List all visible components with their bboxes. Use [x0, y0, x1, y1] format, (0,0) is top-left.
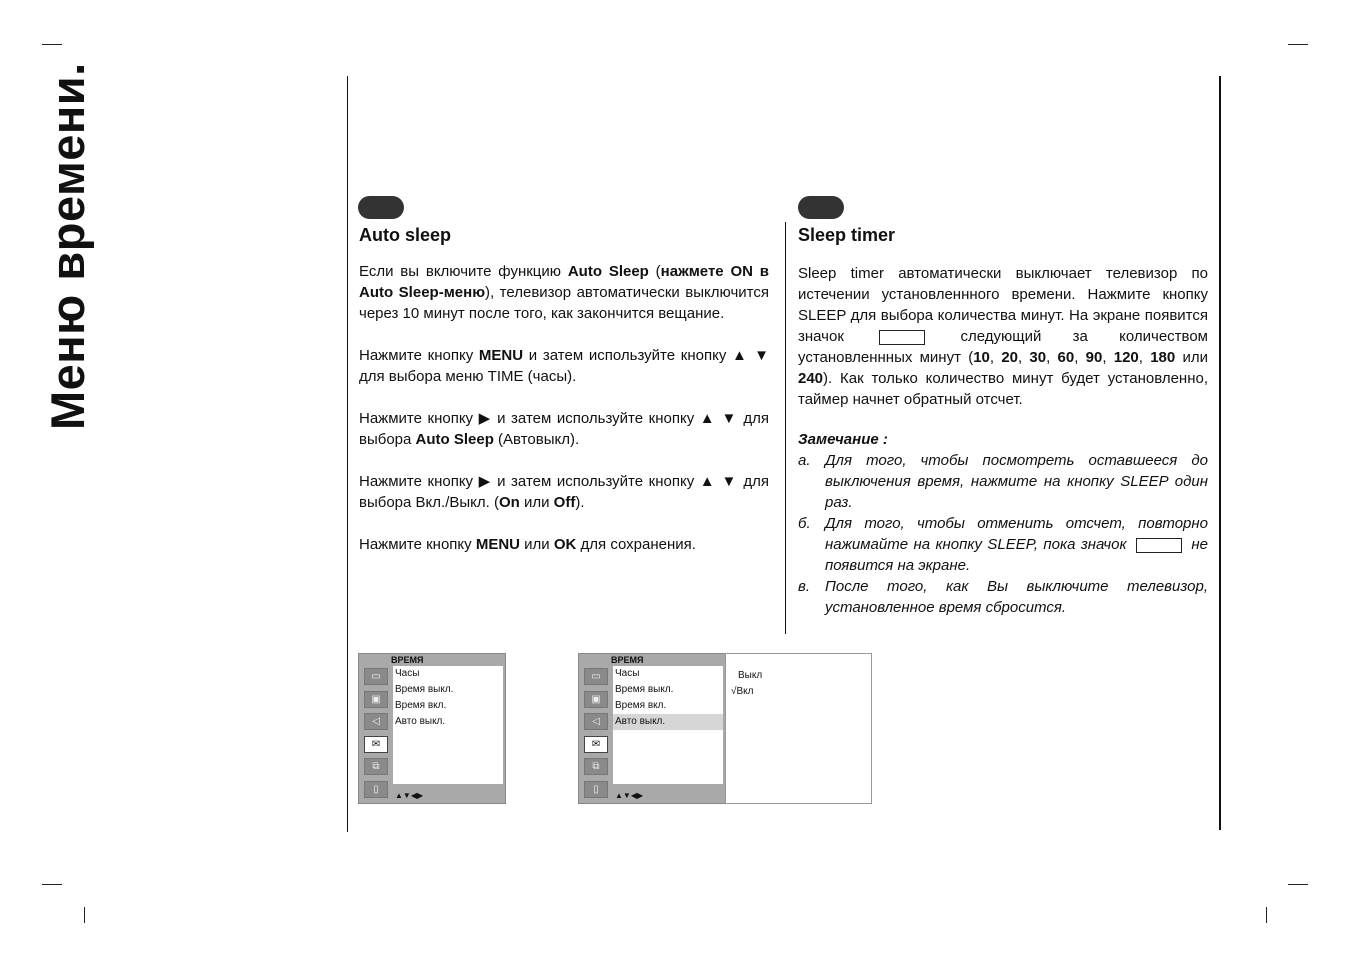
text: OK: [553, 536, 577, 553]
menu-list: [393, 666, 503, 784]
text: ,: [1046, 349, 1058, 366]
note-label: в.: [798, 578, 810, 595]
text: Sleep timer автоматически выключает телевизор по истечении установленнного времени. Нажмите кнопку SLEEP для выбора количества минут. На экране появится значок: [798, 265, 1208, 345]
auto-sleep-paragraph-2: [359, 345, 769, 387]
nav-arrows-icon: ▲▼◀▶: [615, 791, 644, 800]
minutes-value: 240: [798, 370, 824, 387]
note-item: [798, 576, 1208, 618]
special-icon: ⧉: [584, 758, 608, 775]
text: Для того, чтобы отменить отсчет, повторно нажимайте на кнопку SLEEP, пока значок: [825, 515, 1208, 553]
text: Нажмите кнопку ▶ и затем используйте кнопку ▲ ▼ для выбора: [359, 410, 769, 448]
minutes-value: 180: [1150, 349, 1176, 366]
crop-mark: [1266, 907, 1267, 923]
note-text: После того, как Вы выключите телевизор, установленное время сбросится.: [825, 578, 1208, 616]
screen-icon: ▯: [364, 781, 388, 798]
section-pill: [798, 196, 844, 219]
minutes-value: 60: [1057, 349, 1075, 366]
text: On: [498, 494, 520, 511]
sleep-indicator-icon: [879, 330, 925, 345]
note-heading: Замечание :: [798, 431, 888, 448]
time-menu-screenshot-auto-sleep: [578, 653, 726, 804]
right-border-rule: [1219, 76, 1221, 830]
text: (Автовыкл).: [493, 431, 580, 448]
tv-icon: ▭: [364, 668, 388, 685]
section-title-vertical: Меню времени.: [41, 62, 94, 430]
sleep-indicator-icon: [1136, 538, 1182, 553]
menu-icon-column: [583, 668, 609, 803]
text: Auto Sleep: [415, 431, 494, 448]
text: нажмете ON в Auto Sleep-меню: [359, 263, 769, 301]
text: Нажмите кнопку: [359, 347, 479, 364]
auto-sleep-paragraph-3: [359, 408, 769, 450]
text: и затем используйте кнопку ▲ ▼ для выбора меню TIME (часы).: [359, 347, 769, 385]
time-icon: ✉: [584, 736, 608, 753]
note-label: б.: [798, 515, 811, 532]
text: ).: [575, 494, 585, 511]
text: ), телевизор автоматически выключится через 10 минут после того, как закончится вещание.: [359, 284, 769, 322]
text: ). Как только количество минут будет установленно, таймер начнет обратный отсчет.: [798, 370, 1208, 408]
left-border-rule: [347, 76, 348, 832]
menu-item-on-time[interactable]: Время вкл.: [395, 700, 447, 711]
sound-icon: ◁: [584, 713, 608, 730]
auto-sleep-submenu: [725, 653, 872, 804]
note-block: [798, 429, 1208, 618]
nav-arrows-icon: ▲▼◀▶: [395, 791, 424, 800]
sound-icon: ◁: [364, 713, 388, 730]
menu-item-off-time[interactable]: Время выкл.: [395, 684, 454, 695]
auto-sleep-paragraph-1: [359, 261, 769, 324]
section-pill: [358, 196, 404, 219]
auto-sleep-paragraph-5: [359, 534, 769, 555]
minutes-value: 120: [1113, 349, 1139, 366]
menu-item-off-time[interactable]: Время выкл.: [615, 684, 674, 695]
column-divider: [785, 222, 786, 634]
time-menu-screenshot: [358, 653, 506, 804]
text: или: [519, 494, 554, 511]
note-label: а.: [798, 452, 811, 469]
menu-item-clock[interactable]: Часы: [395, 668, 420, 679]
minutes-value: 30: [1029, 349, 1047, 366]
menu-icon-column: [363, 668, 389, 803]
menu-item-auto-sleep[interactable]: Авто выкл.: [613, 714, 723, 730]
text: следующий за количеством установленнных минут (: [798, 328, 1208, 366]
auto-sleep-paragraph-4: [359, 471, 769, 513]
crop-mark: [1288, 44, 1308, 45]
text: ,: [1018, 349, 1030, 366]
text: для сохранения.: [576, 536, 696, 553]
screen-icon: ▯: [584, 781, 608, 798]
minutes-value: 10: [973, 349, 990, 366]
time-icon: ✉: [364, 736, 388, 753]
crop-mark: [42, 44, 62, 45]
menu-item-on-time[interactable]: Время вкл.: [615, 700, 667, 711]
special-icon: ⧉: [364, 758, 388, 775]
note-item: [798, 450, 1208, 513]
sleep-timer-paragraph: [798, 263, 1208, 410]
text: Если вы включите функцию: [359, 263, 568, 280]
option-off[interactable]: Выкл: [738, 670, 763, 681]
text: (: [648, 263, 661, 280]
menu-title: ВРЕМЯ: [391, 655, 424, 665]
picture-icon: ▣: [364, 691, 388, 708]
option-on-checked[interactable]: √Вкл: [731, 686, 754, 697]
crop-mark: [1288, 884, 1308, 885]
sleep-timer-text: [798, 263, 1208, 618]
crop-mark: [42, 884, 62, 885]
text: ,: [1138, 349, 1151, 366]
text: или: [1175, 349, 1208, 366]
text: ,: [1074, 349, 1086, 366]
crop-mark: [84, 907, 85, 923]
menu-item-clock[interactable]: Часы: [615, 668, 640, 679]
text: Нажмите кнопку ▶ и затем используйте кнопку ▲ ▼ для выбора Вкл./Выкл. (: [359, 473, 769, 511]
text: Нажмите кнопку: [359, 536, 476, 553]
picture-icon: ▣: [584, 691, 608, 708]
menu-list: [613, 666, 723, 784]
text: Auto Sleep: [567, 263, 649, 280]
auto-sleep-text: [359, 261, 769, 576]
auto-sleep-heading: Auto sleep: [359, 225, 452, 245]
text: ,: [1102, 349, 1114, 366]
minutes-value: 20: [1001, 349, 1018, 366]
text: или: [520, 536, 554, 553]
minutes-value: 90: [1085, 349, 1103, 366]
sleep-timer-heading: Sleep timer: [798, 225, 896, 245]
text: MENU: [475, 536, 520, 553]
note-item: [798, 513, 1208, 576]
tv-icon: ▭: [584, 668, 608, 685]
menu-title: ВРЕМЯ: [611, 655, 644, 665]
text: Off: [553, 494, 576, 511]
menu-item-auto-sleep[interactable]: Авто выкл.: [395, 716, 446, 727]
text: ,: [989, 349, 1002, 366]
note-text: Для того, чтобы посмотреть оставшееся до выключения время, нажмите на кнопку SLEEP один раз.: [825, 452, 1208, 511]
text: MENU: [478, 347, 524, 364]
text: не появится на экране.: [825, 536, 1209, 574]
note-text: [825, 513, 1208, 576]
